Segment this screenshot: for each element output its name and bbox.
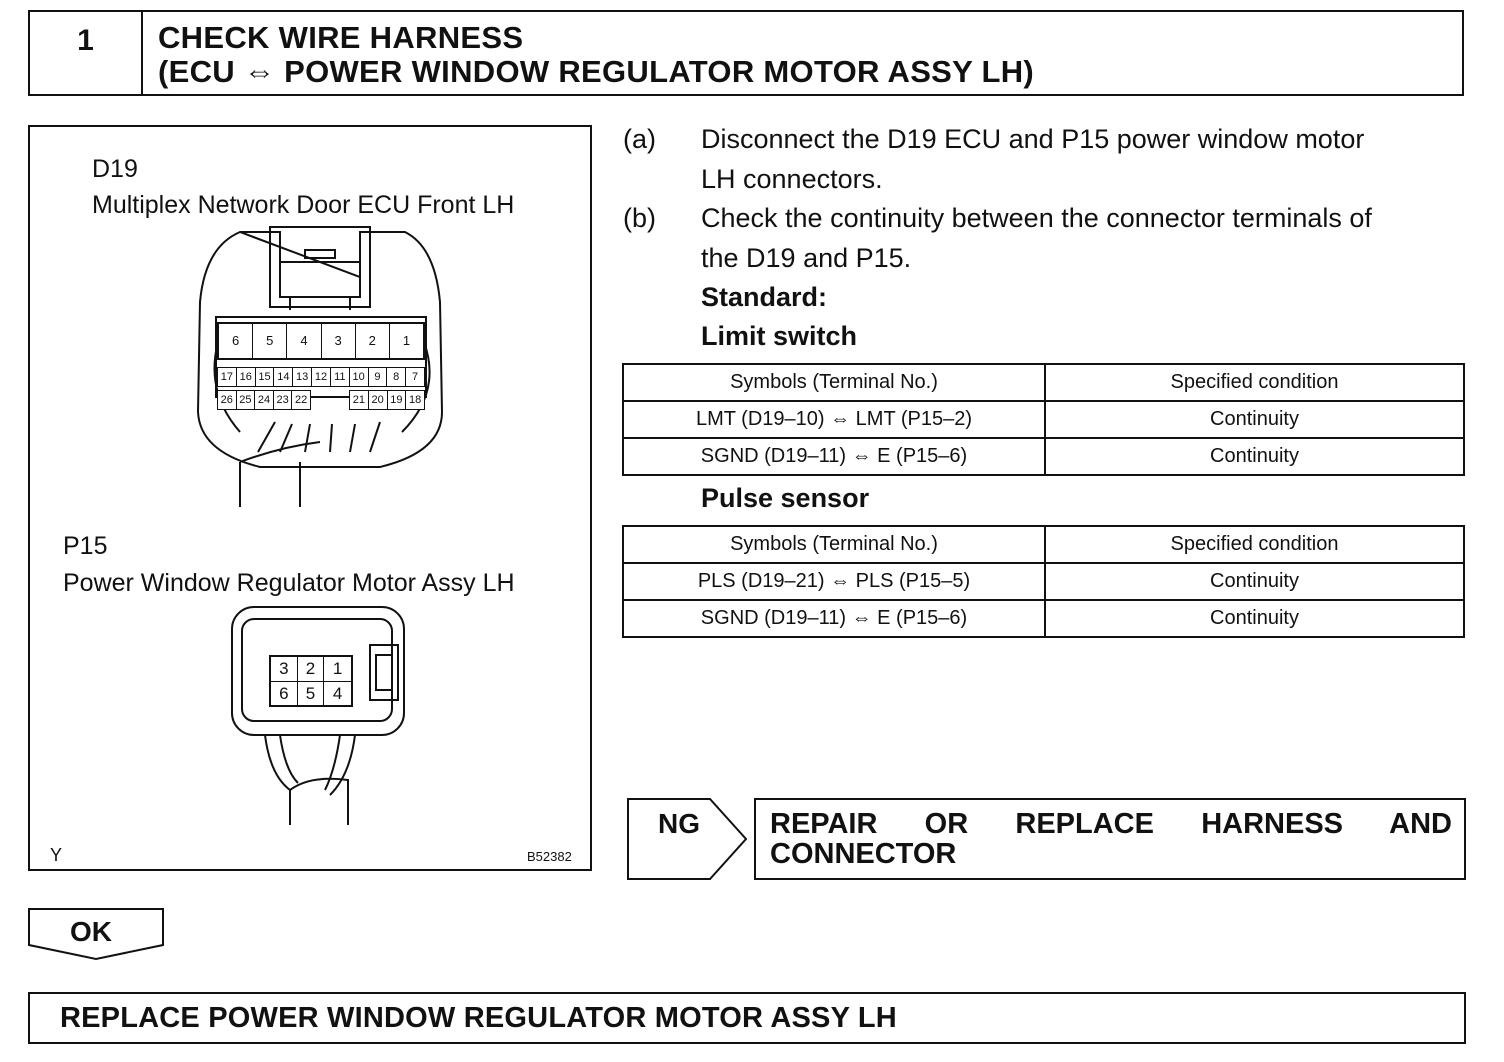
d19-pin: 22 — [295, 394, 308, 406]
d19-pin: 11 — [331, 368, 350, 386]
final-action-box — [28, 992, 1466, 1044]
figure-corner-mark: Y — [50, 845, 63, 865]
d19-pin: 9 — [369, 368, 388, 386]
d19-pin: 24 — [255, 391, 274, 409]
connector2-code: P15 — [63, 532, 108, 560]
ng-word: OR — [924, 808, 969, 840]
p15-pin: 6 — [271, 682, 298, 706]
d19-mid-pin-row — [217, 367, 425, 387]
table-row — [623, 401, 1464, 438]
table-header-cell: Specified condition — [1045, 364, 1464, 401]
p15-pin: 1 — [324, 657, 351, 682]
d19-pin: 23 — [274, 391, 293, 409]
pulse-sensor-title: Pulse sensor — [701, 483, 870, 513]
d19-pin: 5 — [253, 324, 287, 358]
d19-pin: 18 — [409, 394, 422, 406]
ng-word: REPAIR — [770, 808, 878, 840]
d19-pin: 10 — [350, 368, 369, 386]
step-a-line2: LH connectors. — [701, 164, 883, 194]
d19-bottom-right-pin-row — [349, 390, 425, 410]
table-header-row — [623, 364, 1464, 401]
step-b-line2: the D19 and P15. — [701, 243, 912, 273]
limit-switch-table — [622, 363, 1465, 476]
d19-pin: 19 — [388, 391, 407, 409]
d19-pin: 26 — [218, 391, 237, 409]
step-title-line2: (ECU ⇔ POWER WINDOW REGULATOR MOTOR ASSY LH) — [158, 54, 1035, 89]
d19-top-pin-row — [217, 322, 425, 360]
ng-word: AND — [1389, 808, 1453, 840]
table-row — [623, 600, 1464, 637]
d19-pin: 8 — [387, 368, 406, 386]
table-cell: PLS (D19–21) ⇔ PLS (P15–5) — [623, 563, 1045, 600]
p15-pin: 5 — [298, 682, 325, 706]
step-b-label: (b) — [623, 203, 656, 233]
final-action-text: REPLACE POWER WINDOW REGULATOR MOTOR ASSY LH — [60, 1002, 897, 1034]
p15-connector-illustration — [230, 605, 410, 830]
d19-pin: 13 — [293, 368, 312, 386]
d19-pin: 1 — [402, 333, 411, 348]
step-b-line1: Check the continuity between the connector terminals of — [701, 203, 1372, 233]
d19-pin: 6 — [219, 324, 253, 358]
d19-pin: 15 — [256, 368, 275, 386]
d19-pin: 20 — [369, 391, 388, 409]
table-cell: Continuity — [1045, 401, 1464, 438]
ng-word: HARNESS — [1201, 808, 1344, 840]
limit-switch-title: Limit switch — [701, 321, 858, 351]
ng-word: REPLACE — [1015, 808, 1154, 840]
standard-label: Standard: — [701, 282, 828, 312]
d19-pin: 12 — [312, 368, 331, 386]
step-title-line1: CHECK WIRE HARNESS — [158, 20, 524, 55]
p15-pin-block — [269, 655, 353, 707]
step-header — [28, 10, 1464, 96]
figure-id: B52382 — [527, 849, 572, 864]
table-row — [623, 563, 1464, 600]
ok-label: OK — [70, 916, 112, 947]
ng-action-line2: CONNECTOR — [770, 838, 957, 870]
d19-pin: 7 — [411, 371, 419, 383]
table-cell: LMT (D19–10) ⇔ LMT (P15–2) — [623, 401, 1045, 438]
d19-pin: 3 — [322, 324, 356, 358]
d19-pin: 16 — [237, 368, 256, 386]
step-a-line1: Disconnect the D19 ECU and P15 power window motor — [701, 124, 1365, 154]
d19-bottom-left-pin-row — [217, 390, 311, 410]
p15-pin: 3 — [271, 657, 298, 682]
d19-pin: 25 — [237, 391, 256, 409]
step-number: 1 — [30, 12, 143, 94]
p15-pin: 2 — [298, 657, 325, 682]
table-cell: SGND (D19–11) ⇔ E (P15–6) — [623, 600, 1045, 637]
table-cell: Continuity — [1045, 563, 1464, 600]
table-header-cell: Symbols (Terminal No.) — [623, 526, 1045, 563]
d19-pin: 21 — [350, 391, 369, 409]
table-header-cell: Symbols (Terminal No.) — [623, 364, 1045, 401]
ng-action-line1 — [770, 808, 1452, 841]
table-cell: Continuity — [1045, 438, 1464, 475]
table-cell: SGND (D19–11) ⇔ E (P15–6) — [623, 438, 1045, 475]
table-cell: Continuity — [1045, 600, 1464, 637]
d19-pin: 17 — [218, 368, 237, 386]
connector-figure — [28, 125, 592, 871]
ng-action-box — [754, 798, 1466, 880]
table-header-cell: Specified condition — [1045, 526, 1464, 563]
pulse-sensor-table — [622, 525, 1465, 638]
d19-pin: 2 — [356, 324, 390, 358]
p15-pin: 4 — [332, 684, 343, 703]
step-a-label: (a) — [623, 124, 656, 154]
table-header-row — [623, 526, 1464, 563]
d19-pin: 14 — [274, 368, 293, 386]
d19-pin: 4 — [287, 324, 321, 358]
connector1-name: Multiplex Network Door ECU Front LH — [92, 191, 515, 219]
ng-label: NG — [658, 808, 700, 839]
connector2-name: Power Window Regulator Motor Assy LH — [63, 569, 515, 597]
connector1-code: D19 — [92, 155, 138, 183]
table-row — [623, 438, 1464, 475]
